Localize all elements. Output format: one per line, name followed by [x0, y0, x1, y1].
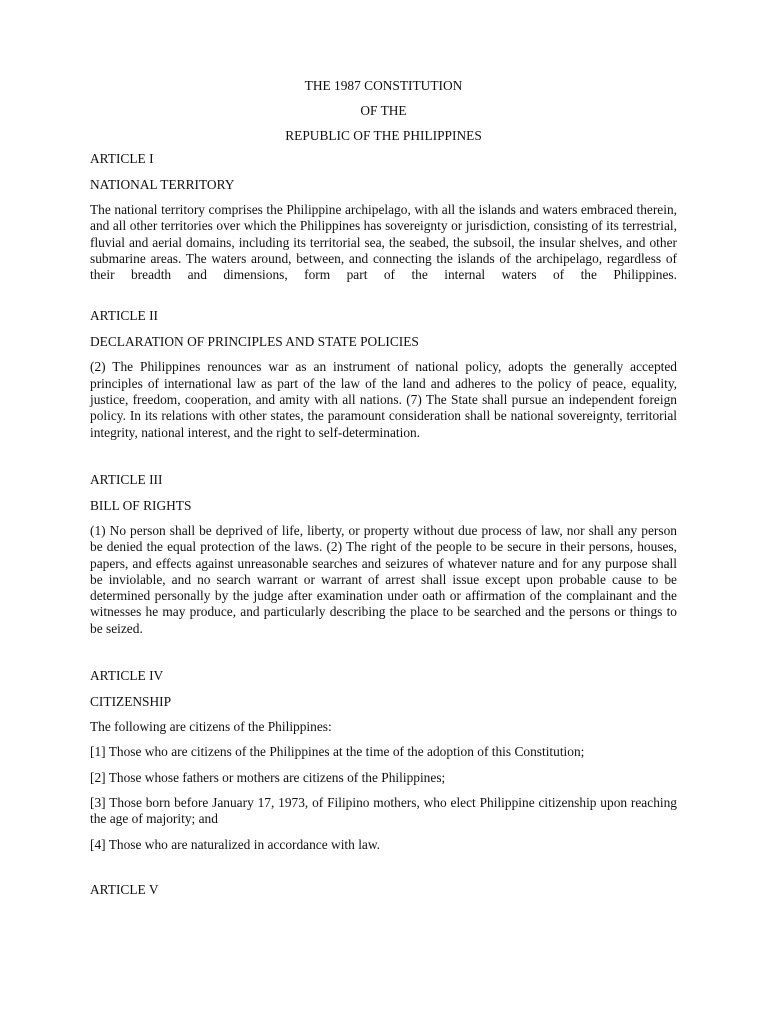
article-3	[90, 471, 677, 637]
article-1	[90, 150, 677, 283]
article-2	[90, 307, 677, 440]
article-4-item: [1] Those who are citizens of the Philippines at the time of the adoption of this Constitution;	[90, 744, 585, 760]
article-5-label: ARTICLE V	[90, 881, 159, 897]
article-4-label: ARTICLE IV	[90, 668, 164, 684]
article-3-text: (1) No person shall be deprived of life, liberty, or property without due process of law, nor shall any person be denied the equal protection of the laws. (2) The right of the people to be secure in their persons, houses, papers, and effects against unreasonable searches and seizures of whatever nature and for any purpose shall be inviolable, and no search warrant or warrant of arrest shall issue except upon probable cause to be determined personally by the judge after examination under oath or affirmation of the complainant and the witnesses he may produce, and particularly describing the place to be searched and the persons or things to be seized.	[90, 522, 677, 636]
article-1-heading: NATIONAL TERRITORY	[90, 177, 235, 192]
article-4-heading: CITIZENSHIP	[90, 694, 172, 710]
article-4-intro: The following are citizens of the Philippines:	[90, 719, 332, 735]
article-2-heading: DECLARATION OF PRINCIPLES AND STATE POLICIES	[90, 334, 419, 350]
article-2-label: ARTICLE II	[90, 308, 158, 324]
article-2-text: (2) The Philippines renounces war as an instrument of national policy, adopts the generally accepted principles of international law as part of the law of the land and adheres to the policy of peace, equality, justice, freedom, cooperation, and amity with all nations. (7) The State shall pursue an independent foreign policy. In its relations with other states, the paramount consideration shall be national sovereignty, territorial integrity, national interest, and the right to self-determination.	[90, 359, 677, 440]
article-3-heading: BILL OF RIGHTS	[90, 497, 192, 513]
article-4-item: [4] Those who are naturalized in accordance with law.	[90, 836, 381, 852]
document-title-line-2: OF THE	[360, 103, 407, 118]
document-title-line-1: THE 1987 CONSTITUTION	[304, 78, 463, 93]
article-4	[90, 667, 677, 853]
article-1-text: The national territory comprises the Philippine archipelago, with all the islands and waters embraced therein, and all other territories over which the Philippines has sovereignty or jurisdiction, consisting of its terrestrial, fluvial and aerial domains, including its territorial sea, the seabed, the subsoil, the insular shelves, and other submarine areas. The waters around, between, and connecting the islands of the archipelago, regardless of their breadth and dimensions, form part of the internal waters of the Philippines.	[90, 202, 677, 283]
article-1-label: ARTICLE I	[90, 151, 154, 166]
article-4-item: [3] Those born before January 17, 1973, of Filipino mothers, who elect Philippine citizenship upon reaching the age of majority; and	[90, 794, 677, 827]
article-5	[90, 881, 677, 898]
document-page	[90, 77, 677, 898]
document-title-line-3: REPUBLIC OF THE PHILIPPINES	[285, 128, 482, 143]
article-3-label: ARTICLE III	[90, 471, 163, 487]
article-4-item: [2] Those whose fathers or mothers are citizens of the Philippines;	[90, 769, 446, 785]
